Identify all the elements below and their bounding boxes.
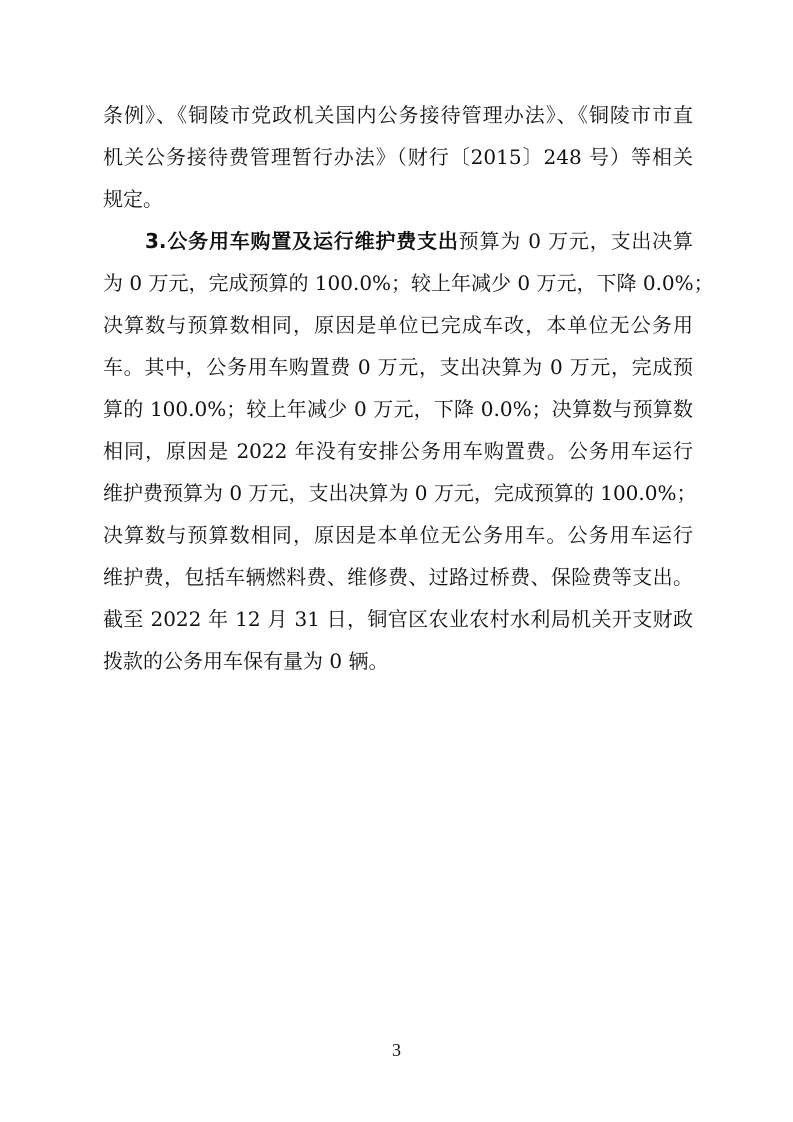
paragraph-2-line-4: 车。其中，公务用车购置费 0 万元，支出决算为 0 万元，完成预 [103, 355, 693, 379]
paragraph-2-line-1 [145, 226, 693, 256]
paragraph-2-line-5: 算的 100.0%；较上年减少 0 万元，下降 0.0%；决算数与预算数 [103, 397, 693, 421]
paragraph-2-line-3: 决算数与预算数相同，原因是单位已完成车改，本单位无公务用 [103, 313, 693, 337]
paragraph-1-line-1: 条例》、《铜陵市党政机关国内公务接待管理办法》、《铜陵市市直 [103, 103, 693, 127]
paragraph-2-line-2: 为 0 万元，完成预算的 100.0%；较上年减少 0 万元，下降 0.0%； [103, 271, 714, 295]
paragraph-2-line-6: 相同，原因是 2022 年没有安排公务用车购置费。公务用车运行 [103, 439, 693, 463]
paragraph-2-line-7: 维护费预算为 0 万元，支出决算为 0 万元，完成预算的 100.0%； [103, 481, 697, 505]
paragraph-2-line-11: 拨款的公务用车保有量为 0 辆。 [103, 649, 389, 673]
paragraph-2-line-1-text: 预算为 0 万元，支出决算 [458, 229, 693, 253]
paragraph-2-line-8: 决算数与预算数相同，原因是本单位无公务用车。公务用车运行 [103, 523, 693, 547]
paragraph-2-line-10: 截至 2022 年 12 月 31 日，铜官区农业农村水利局机关开支财政 [103, 607, 693, 631]
paragraph-2-line-9: 维护费，包括车辆燃料费、维修费、过路过桥费、保险费等支出。 [103, 565, 693, 589]
paragraph-1-line-3: 规定。 [103, 187, 163, 211]
section-heading: 3.公务用车购置及运行维护费支出 [145, 229, 459, 253]
paragraph-1-line-2: 机关公务接待费管理暂行办法》（财行〔2015〕248 号）等相关 [103, 145, 693, 169]
page-number: 3 [392, 1040, 401, 1060]
